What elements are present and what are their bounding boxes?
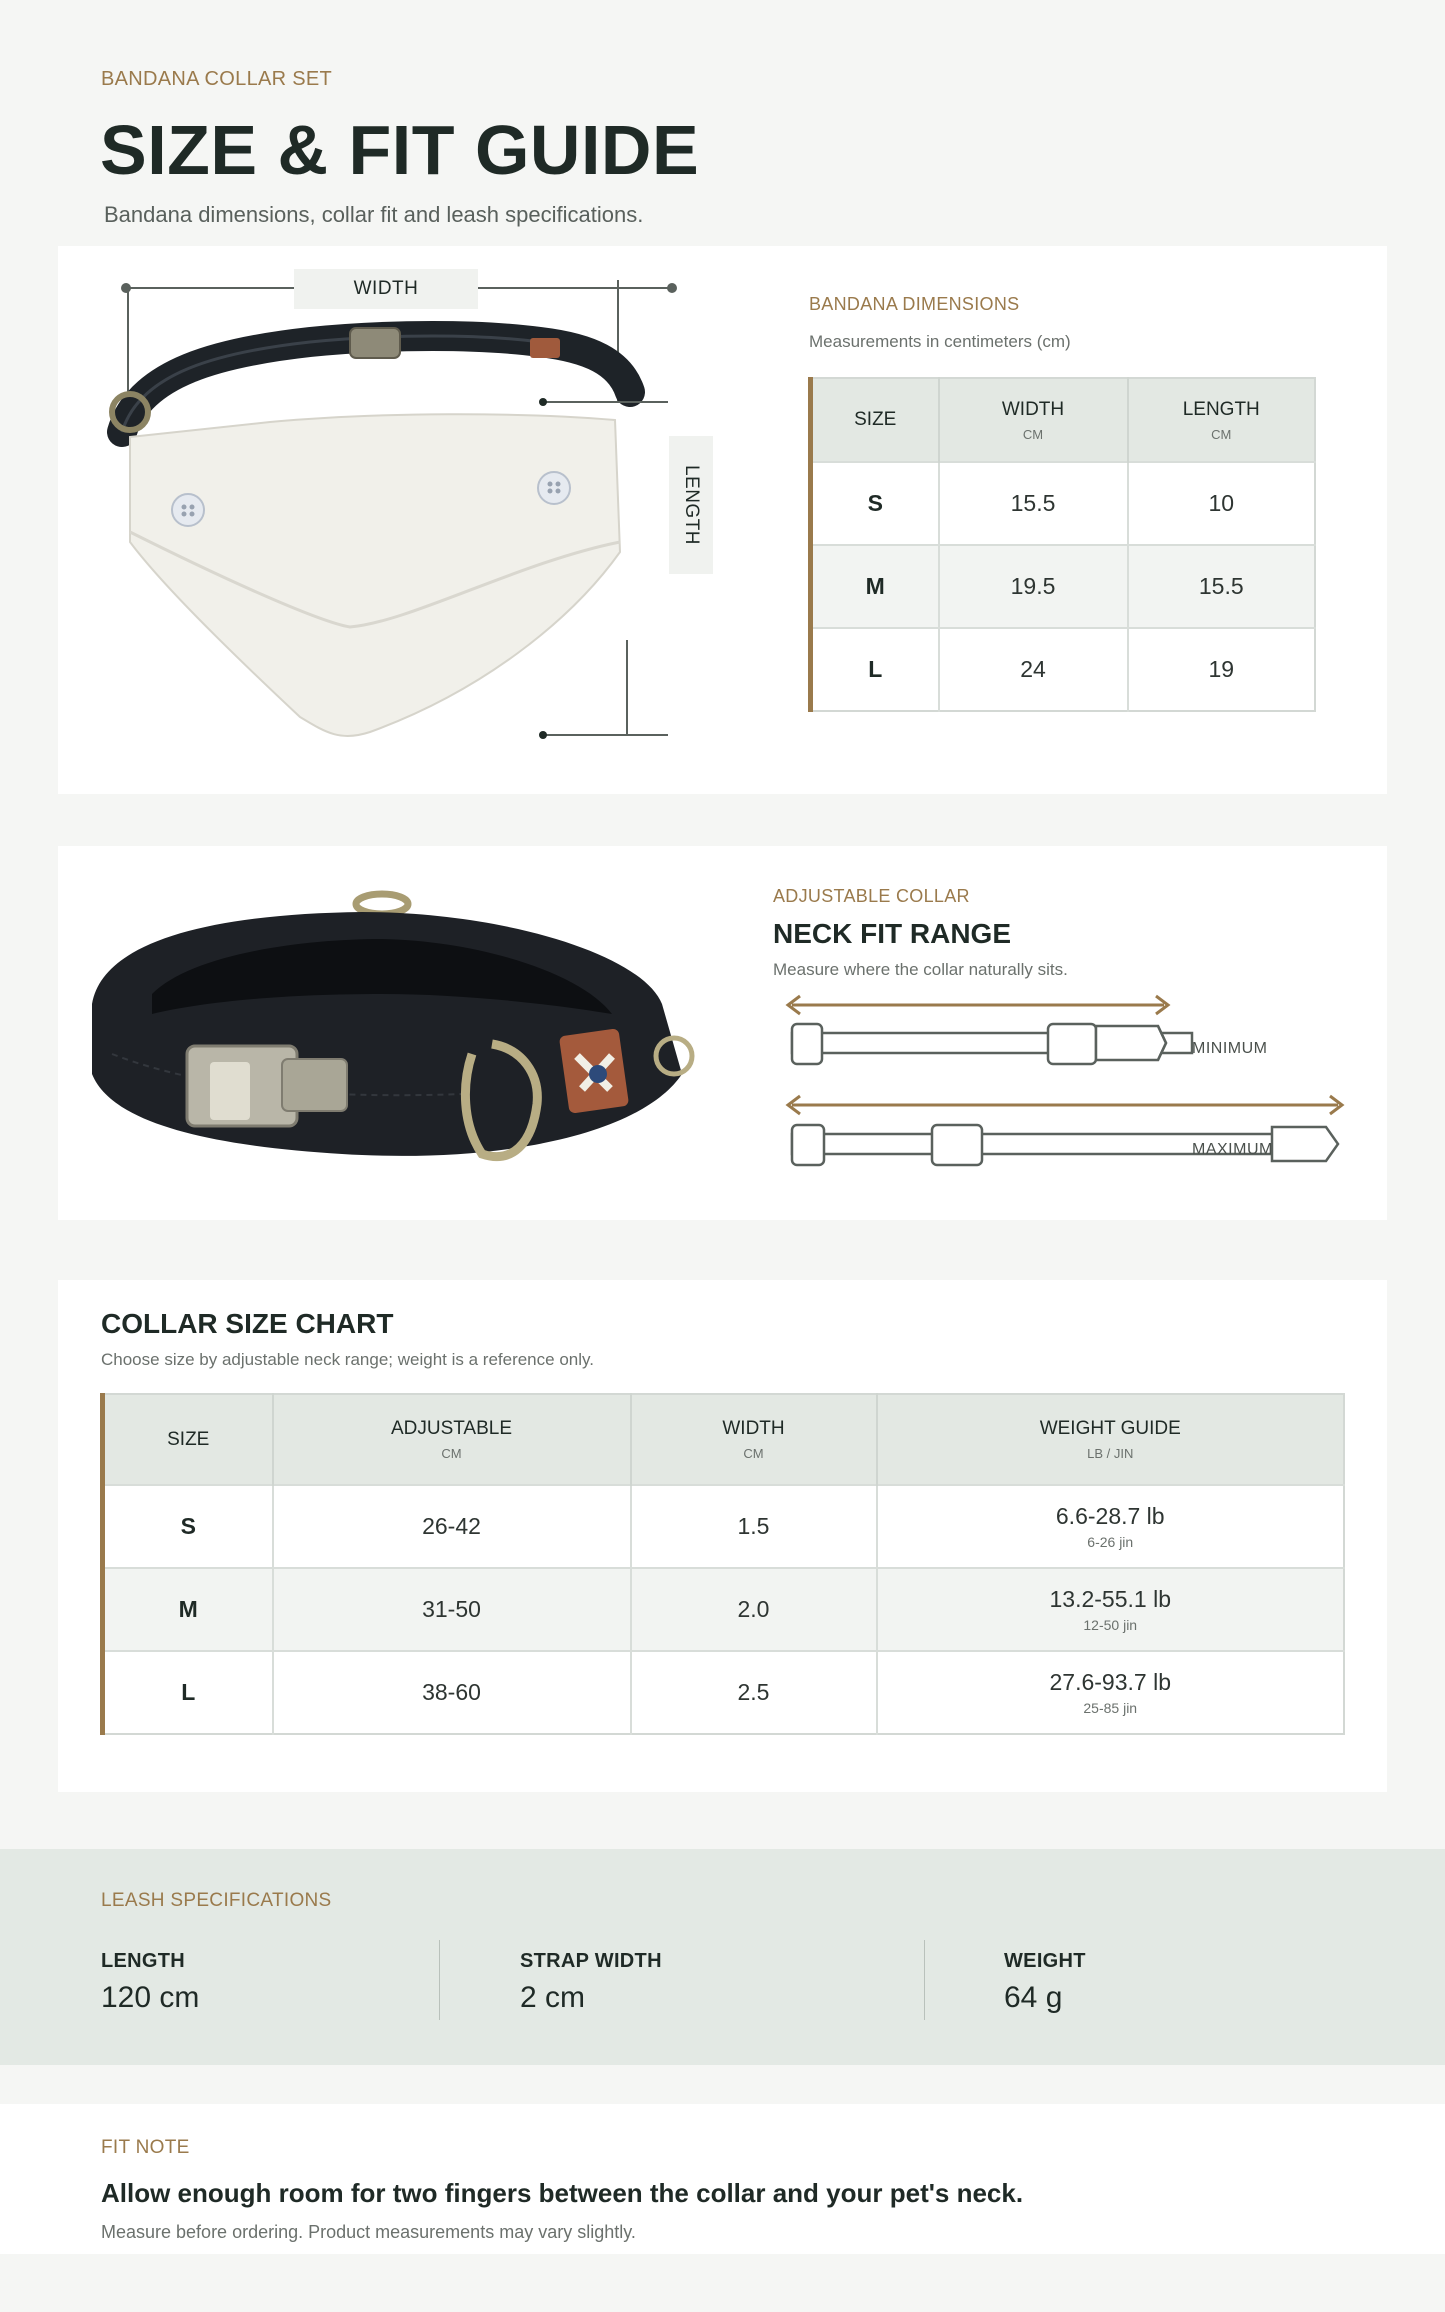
width-dimension-label: WIDTH — [294, 269, 478, 309]
neck-fit-range-title: NECK FIT RANGE — [773, 918, 1011, 949]
page-title: SIZE & FIT GUIDE — [100, 111, 700, 189]
length-cell: 19 — [1128, 628, 1316, 711]
weight-jin: 6-26 jin — [1087, 1534, 1134, 1550]
collar-size-chart-note: Choose size by adjustable neck range; weight is a reference only. — [101, 1350, 594, 1369]
width-cell: 2.0 — [631, 1568, 877, 1651]
leash-spec-length — [101, 1950, 199, 2015]
table-row — [811, 462, 1316, 545]
weight-cell — [877, 1485, 1345, 1568]
minimum-strap — [792, 1024, 1192, 1064]
column-header-width: WIDTH CM — [631, 1394, 877, 1485]
column-header-size: SIZE — [103, 1394, 273, 1485]
column-header-weight-guide: WEIGHT GUIDE LB / JIN — [877, 1394, 1345, 1485]
weight-jin: 12-50 jin — [1083, 1617, 1138, 1633]
bandana-size-table — [808, 377, 1316, 712]
size-cell: M — [103, 1568, 273, 1651]
spec-value: 120 cm — [101, 1981, 200, 2014]
minimum-range-arrow — [788, 996, 1168, 1014]
spec-label: WEIGHT — [1004, 1950, 1086, 1972]
width-cell: 1.5 — [631, 1485, 877, 1568]
collar-size-chart-title: COLLAR SIZE CHART — [101, 1308, 394, 1339]
column-header-length: LENGTH CM — [1128, 378, 1316, 462]
length-dimension-label: LENGTH — [681, 464, 703, 546]
table-row — [103, 1568, 1345, 1651]
weight-cell — [877, 1651, 1345, 1734]
length-dimension-label-box — [669, 436, 713, 574]
table-row — [103, 1651, 1345, 1734]
fit-note-main: Allow enough room for two fingers between the collar and your pet's neck. — [101, 2178, 1024, 2208]
maximum-label: MAXIMUM — [1192, 1141, 1273, 1158]
table-header-row — [811, 378, 1316, 462]
leash-spec-weight — [1004, 1950, 1086, 2015]
size-cell: S — [103, 1485, 273, 1568]
weight-lb: 6.6-28.7 lb — [1055, 1503, 1165, 1529]
collar-illustration — [82, 884, 702, 1184]
minimum-label: MINIMUM — [1192, 1040, 1268, 1057]
table-row — [103, 1485, 1345, 1568]
spec-label: STRAP WIDTH — [520, 1950, 662, 1972]
size-cell: M — [811, 545, 939, 628]
spec-divider — [439, 1940, 440, 2020]
table-header-row — [103, 1394, 1345, 1485]
collar-size-table — [100, 1393, 1345, 1735]
width-cell: 2.5 — [631, 1651, 877, 1734]
length-cell: 10 — [1128, 462, 1316, 545]
adjustable-cell: 38-60 — [273, 1651, 631, 1734]
bandana-dimensions-heading: BANDANA DIMENSIONS — [809, 294, 1020, 314]
fit-note-sub: Measure before ordering. Product measurements may vary slightly. — [101, 2222, 636, 2242]
leash-specifications-heading: LEASH SPECIFICATIONS — [101, 1890, 332, 1911]
maximum-range-arrow — [788, 1096, 1342, 1114]
weight-lb: 13.2-55.1 lb — [1049, 1586, 1171, 1612]
page-subtitle: Bandana dimensions, collar fit and leash specifications. — [104, 202, 644, 227]
bandana-dimensions-note: Measurements in centimeters (cm) — [809, 332, 1071, 351]
table-row — [811, 545, 1316, 628]
neck-fit-range-note: Measure where the collar naturally sits. — [773, 960, 1068, 979]
kicker: BANDANA COLLAR SET — [101, 68, 333, 90]
adjustable-cell: 31-50 — [273, 1568, 631, 1651]
width-cell: 24 — [939, 628, 1128, 711]
weight-cell — [877, 1568, 1345, 1651]
width-cell: 19.5 — [939, 545, 1128, 628]
size-cell: S — [811, 462, 939, 545]
column-header-adjustable: ADJUSTABLE CM — [273, 1394, 631, 1485]
width-cell: 15.5 — [939, 462, 1128, 545]
fit-note-heading: FIT NOTE — [101, 2137, 190, 2158]
weight-lb: 27.6-93.7 lb — [1049, 1669, 1171, 1695]
column-header-size: SIZE — [811, 378, 939, 462]
spec-label: LENGTH — [101, 1950, 186, 1972]
spec-value: 2 cm — [520, 1981, 586, 2014]
adjustable-cell: 26-42 — [273, 1485, 631, 1568]
table-row — [811, 628, 1316, 711]
column-header-width: WIDTH CM — [939, 378, 1128, 462]
spec-divider — [924, 1940, 925, 2020]
leash-spec-strap-width — [520, 1950, 662, 2015]
weight-jin: 25-85 jin — [1083, 1700, 1138, 1716]
bandana-illustration — [100, 262, 720, 754]
adjustable-collar-eyebrow: ADJUSTABLE COLLAR — [773, 886, 970, 906]
size-cell: L — [811, 628, 939, 711]
length-cell: 15.5 — [1128, 545, 1316, 628]
spec-value: 64 g — [1004, 1981, 1063, 2014]
size-cell: L — [103, 1651, 273, 1734]
leash-specifications-band — [0, 1849, 1445, 2065]
